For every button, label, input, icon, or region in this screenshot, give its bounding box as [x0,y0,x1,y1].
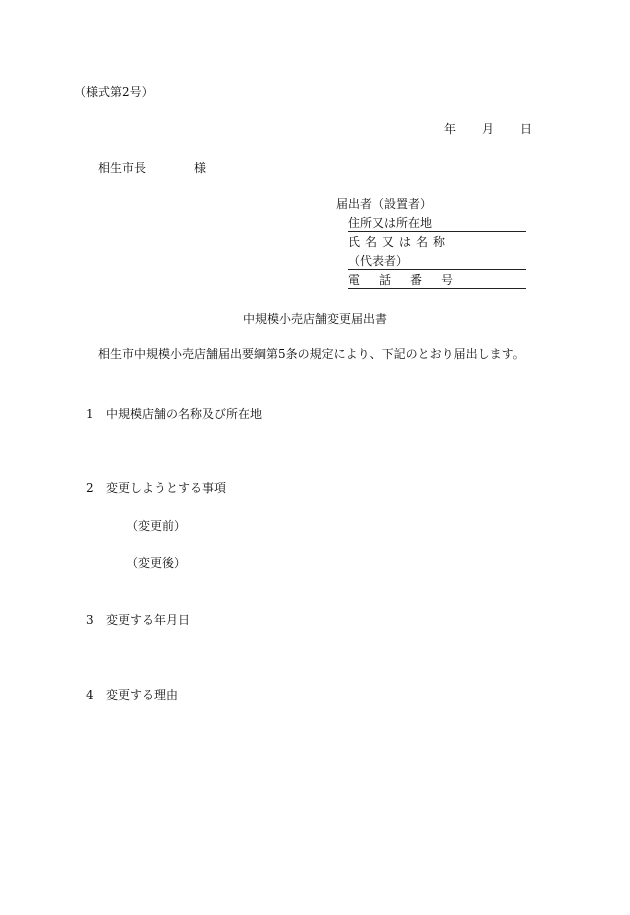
date-day: 日 [520,122,533,136]
addressee-name: 相生市長 [98,161,147,175]
addressee-line [98,162,206,174]
item-number: 1 [86,407,94,421]
item-label: 変更する年月日 [106,613,191,627]
item-number: 3 [86,613,94,627]
phone-char: 話 [379,273,392,287]
item-label: 変更しようとする事項 [106,481,227,495]
item-store-name-location [86,408,262,420]
address-field: 住所又は所在地 [348,217,526,232]
date-line [444,123,532,135]
document-title: 中規模小売店舗変更届出書 [242,312,387,326]
date-year: 年 [444,122,457,136]
item-number: 4 [86,688,94,702]
phone-field [348,274,526,289]
item-change-date [86,614,190,626]
addressee-honorific: 様 [194,161,207,175]
phone-char: 番 [410,273,423,287]
sub-item-after-change: （変更後） [126,556,187,570]
sub-item-before-change: （変更前） [126,519,187,533]
date-month: 月 [482,122,495,136]
representative-field: （代表者） [348,255,526,270]
item-change-reason [86,689,178,701]
applicant-heading: 届出者（設置者） [336,197,433,211]
item-change-matters [86,482,226,494]
item-number: 2 [86,481,94,495]
phone-char: 電 [348,273,361,287]
form-number-label: （様式第2号） [74,85,154,99]
item-label: 中規模店舗の名称及び所在地 [106,407,263,421]
item-label: 変更する理由 [106,688,179,702]
phone-char: 号 [441,273,454,287]
intro-text: 相生市中規模小売店舗届出要綱第5条の規定により、下記のとおり届出します。 [98,347,525,361]
name-field: 氏名又は名称 [348,235,451,249]
